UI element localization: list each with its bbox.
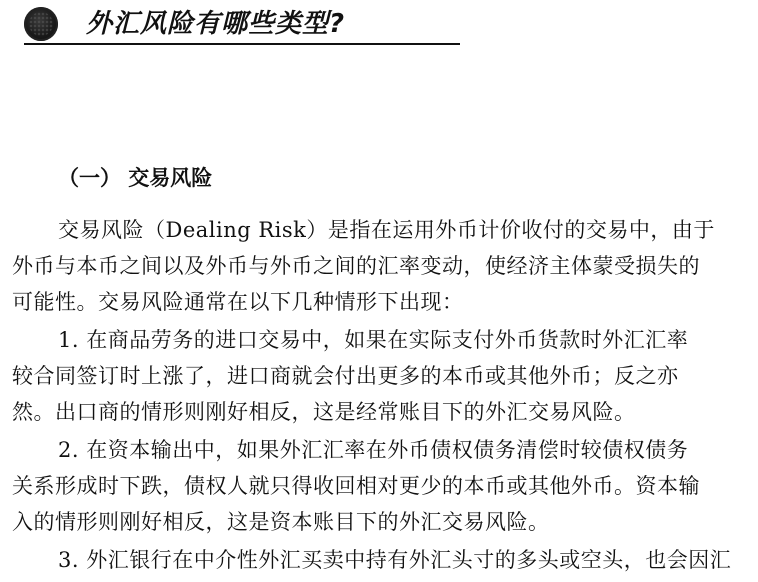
paragraph-item-1 xyxy=(12,322,750,430)
header-underline xyxy=(24,43,460,45)
paragraph-line: 可能性。交易风险通常在以下几种情形下出现： xyxy=(12,290,464,314)
paragraph-line: 较合同签订时上涨了，进口商就会付出更多的本币或其他外币；反之亦 xyxy=(12,364,679,388)
paragraph-line: 然。出口商的情形则刚好相反，这是经常账目下的外汇交易风险。 xyxy=(12,400,636,424)
question-title: 外汇风险有哪些类型? xyxy=(86,9,346,39)
circle-bullet-icon xyxy=(24,7,58,41)
paragraph-line: 外币与本币之间以及外币与外币之间的汇率变动，使经济主体蒙受损失的 xyxy=(12,254,700,278)
paragraph-line: 关系形成时下跌，债权人就只得收回相对更少的本币或其他外币。资本输 xyxy=(12,474,700,498)
paragraph-line: 1. 在商品劳务的进口交易中，如果在实际支付外币货款时外汇汇率 xyxy=(58,328,689,352)
paragraph-definition xyxy=(12,212,750,320)
paragraph-line: 3. 外汇银行在中介性外汇买卖中持有外汇头寸的多头或空头，也会因汇 xyxy=(58,548,732,572)
paragraph-item-2 xyxy=(12,432,750,540)
paragraph-line: 交易风险（Dealing Risk）是指在运用外币计价收付的交易中，由于 xyxy=(58,218,715,242)
paragraph-item-3 xyxy=(12,542,750,578)
section-heading: （一） 交易风险 xyxy=(58,166,213,190)
paragraph-line: 入的情形则刚好相反，这是资本账目下的外汇交易风险。 xyxy=(12,510,550,534)
paragraph-line: 2. 在资本输出中，如果外汇汇率在外币债权债务清偿时较债权债务 xyxy=(58,438,689,462)
chapter-header xyxy=(24,6,460,46)
